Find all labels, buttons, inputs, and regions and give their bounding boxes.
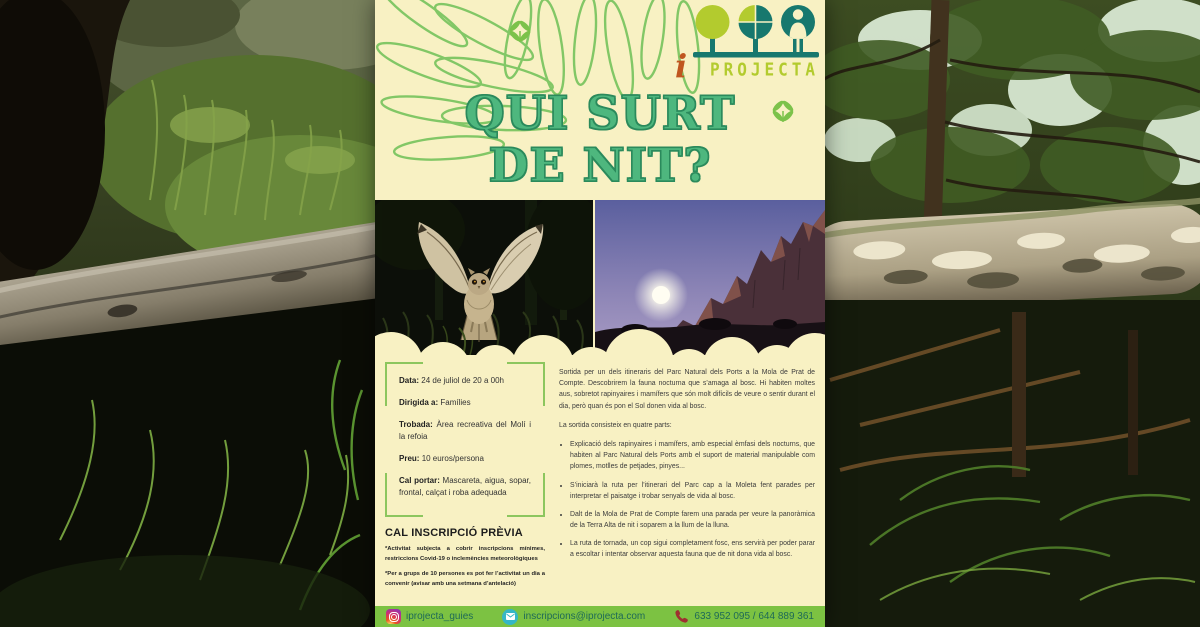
detail-row-audience: Dirigida a: Famílies bbox=[399, 398, 471, 407]
list-item: • S’iniciarà la ruta per l’itinerari del Parc cap a la Moleta fent parades per interpretar el paisatge i trobar senyals de vida al bosc. bbox=[570, 480, 815, 502]
detail-row-price: Preu: 10 euros/persona bbox=[399, 454, 484, 463]
logo-brand-name: PROJECTA bbox=[709, 58, 819, 80]
description-bullet-list bbox=[559, 439, 815, 561]
email-address: inscripcions@iprojecta.com bbox=[523, 611, 646, 622]
list-item: • Explicació dels rapinyaires i mamífers, amb especial èmfasi dels nocturns, que habiten al Parc Natural dels Ports amb el suport de material manipulable com plomes, motlles de petjades, pinyes... bbox=[570, 439, 815, 473]
event-details-box bbox=[385, 362, 545, 517]
inscription-note-1: *Activitat subjecta a cobrir inscripcions mínimes, restriccions Covid-19 o inclemències meteorològiques bbox=[385, 546, 545, 562]
leaf-sprig-icon bbox=[507, 18, 533, 44]
box-corner-bracket bbox=[507, 362, 545, 406]
logo-letter-i: i bbox=[675, 47, 688, 85]
iprojecta-logo bbox=[669, 0, 821, 85]
list-item: • Dalt de la Mola de Prat de Compte farem una parada per veure la panoràmica de la Terra Alta de nit i soparem a la llum de la lluna. bbox=[570, 509, 815, 531]
inscription-note-2: *Per a grups de 10 persones es pot fer l’activitat un dia a convenir (avisar amb una setmana d’antelació) bbox=[385, 571, 545, 588]
cloud-scallop-decoration bbox=[375, 318, 825, 364]
page-title bbox=[375, 88, 825, 191]
title-line-1: QUI SURT bbox=[464, 86, 736, 140]
event-flyer bbox=[375, 0, 825, 627]
detail-row-meeting-point: Trobada: Àrea recreativa del Molí i la refoia bbox=[399, 420, 531, 441]
phone-numbers: 633 952 095 / 644 889 361 bbox=[694, 611, 814, 622]
details-column bbox=[385, 362, 545, 602]
detail-row-date: Data: 24 de juliol de 20 a 00h bbox=[399, 376, 504, 385]
inscription-heading: CAL INSCRIPCIÓ PRÈVIA bbox=[385, 527, 523, 539]
logo-trees-icon bbox=[693, 3, 819, 59]
detail-row-bring: Cal portar: Mascareta, aigua, sopar, frontal, calçat i roba adequada bbox=[399, 476, 531, 497]
phone-contact bbox=[674, 609, 814, 624]
list-item: • La ruta de tornada, un cop sigui completament fosc, ens servirà per poder parar a escoltar i intentar observar aquesta fauna que de nit dona vida al bosc. bbox=[570, 538, 815, 560]
box-corner-bracket bbox=[385, 362, 423, 406]
description-intro: Sortida per un dels itineraris del Parc Natural dels Ports a la Mola de Prat de Compte. Descobrirem la fauna nocturna que s’amaga al bosc. Hi habiten moltes aus, sobretot rapinyaires i mamífers que són molt difícils de veure o sentir durant el dia, però quan és pon el Sol donen vida al bosc. bbox=[559, 369, 815, 410]
event-description bbox=[559, 362, 815, 602]
flyer-content bbox=[385, 362, 815, 602]
phone-icon bbox=[674, 609, 689, 624]
box-corner-bracket bbox=[507, 473, 545, 517]
instagram-handle: iprojecta_guies bbox=[406, 611, 474, 622]
contact-bar bbox=[375, 606, 825, 627]
box-corner-bracket bbox=[385, 473, 423, 517]
email-icon bbox=[502, 609, 518, 625]
email-contact bbox=[502, 609, 645, 625]
description-parts-heading: La sortida consisteix en quatre parts: bbox=[559, 421, 672, 429]
instagram-contact bbox=[386, 609, 473, 624]
title-line-2: DE NIT? bbox=[488, 137, 712, 192]
instagram-icon bbox=[386, 609, 401, 624]
